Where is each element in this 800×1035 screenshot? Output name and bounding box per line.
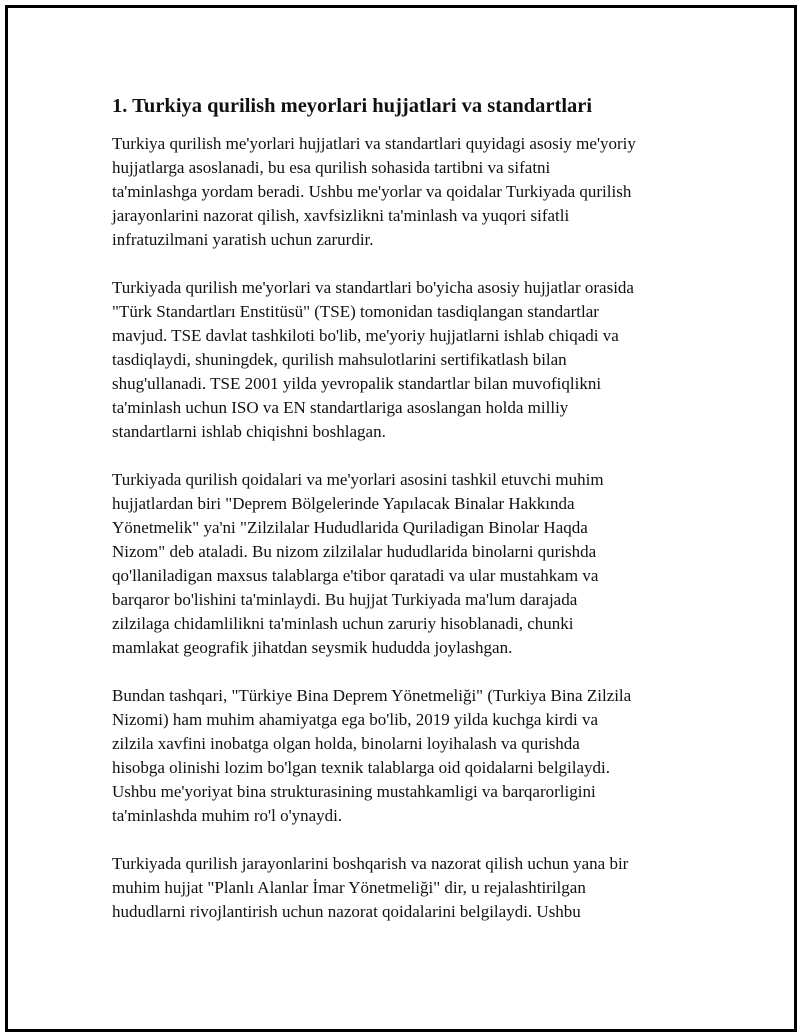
text-line: Turkiyada qurilish jarayonlarini boshqarish va nazorat qilish uchun yana bir — [112, 854, 629, 873]
text-line: ta'minlashda muhim ro'l o'ynaydi. — [112, 806, 343, 825]
section-heading: 1. Turkiya qurilish meyorlari hujjatlari va standartlari — [112, 95, 593, 117]
text-line: Bundan tashqari, "Türkiye Bina Deprem Yönetmeliği" (Turkiya Bina Zilzila — [112, 686, 632, 705]
text-line: Turkiyada qurilish qoidalari va me'yorlari asosini tashkil etuvchi muhim — [112, 470, 604, 489]
text-line: hududlarni rivojlantirish uchun nazorat qoidalarini belgilaydi. Ushbu — [112, 902, 581, 921]
text-line: jarayonlarini nazorat qilish, xavfsizlikni ta'minlash va yuqori sifatli — [112, 206, 570, 225]
text-line: hujjatlardan biri "Deprem Bölgelerinde Yapılacak Binalar Hakkında — [112, 494, 575, 513]
text-line: muhim hujjat "Planlı Alanlar İmar Yönetmeliği" dir, u rejalashtirilgan — [112, 878, 586, 897]
text-line: Ushbu me'yoriyat bina strukturasining mustahkamligi va barqarorligini — [112, 782, 596, 801]
text-line: hisobga olinishi lozim bo'lgan texnik talablarga oid qoidalarni belgilaydi. — [112, 758, 611, 777]
text-line: shug'ullanadi. TSE 2001 yilda yevropalik standartlar bilan muvofiqlikni — [112, 374, 602, 393]
text-line: ta'minlash uchun ISO va EN standartlariga asoslangan holda milliy — [112, 398, 569, 417]
text-line: Turkiyada qurilish me'yorlari va standartlari bo'yicha asosiy hujjatlar orasida — [112, 278, 634, 297]
text-line: "Türk Standartları Enstitüsü" (TSE) tomonidan tasdiqlangan standartlar — [112, 302, 599, 321]
text-line: mavjud. TSE davlat tashkiloti bo'lib, me'yoriy hujjatlarni ishlab chiqadi va — [112, 326, 619, 345]
text-line: mamlakat geografik jihatdan seysmik hududda joylashgan. — [112, 638, 513, 657]
document-body — [112, 92, 692, 948]
paragraph-1 — [112, 132, 692, 252]
text-line: zilzilaga chidamlilikni ta'minlash uchun zaruriy hisoblanadi, chunki — [112, 614, 574, 633]
paragraph-4 — [112, 684, 692, 828]
text-line: qo'llaniladigan maxsus talablarga e'tibor qaratadi va ular mustahkam va — [112, 566, 599, 585]
text-line: Yönetmelik" ya'ni "Zilzilalar Hududlarida Quriladigan Binolar Haqda — [112, 518, 588, 537]
text-line: infratuzilmani yaratish uchun zarurdir. — [112, 230, 374, 249]
text-line: Turkiya qurilish me'yorlari hujjatlari va standartlari quyidagi asosiy me'yoriy — [112, 134, 636, 153]
text-line: hujjatlarga asoslanadi, bu esa qurilish sohasida tartibni va sifatni — [112, 158, 551, 177]
text-line: standartlarni ishlab chiqishni boshlagan. — [112, 422, 386, 441]
paragraph-2 — [112, 276, 692, 444]
paragraph-list — [112, 132, 692, 924]
paragraph-5 — [112, 852, 692, 924]
text-line: tasdiqlaydi, shuningdek, qurilish mahsulotlarini sertifikatlash bilan — [112, 350, 567, 369]
text-line: ta'minlashga yordam beradi. Ushbu me'yorlar va qoidalar Turkiyada qurilish — [112, 182, 632, 201]
text-line: Nizom" deb ataladi. Bu nizom zilzilalar hududlarida binolarni qurishda — [112, 542, 597, 561]
text-line: zilzila xavfini inobatga olgan holda, binolarni loyihalash va qurishda — [112, 734, 580, 753]
text-line: Nizomi) ham muhim ahamiyatga ega bo'lib, 2019 yilda kuchga kirdi va — [112, 710, 599, 729]
paragraph-3 — [112, 468, 692, 660]
text-line: barqaror bo'lishini ta'minlaydi. Bu hujjat Turkiyada ma'lum darajada — [112, 590, 578, 609]
